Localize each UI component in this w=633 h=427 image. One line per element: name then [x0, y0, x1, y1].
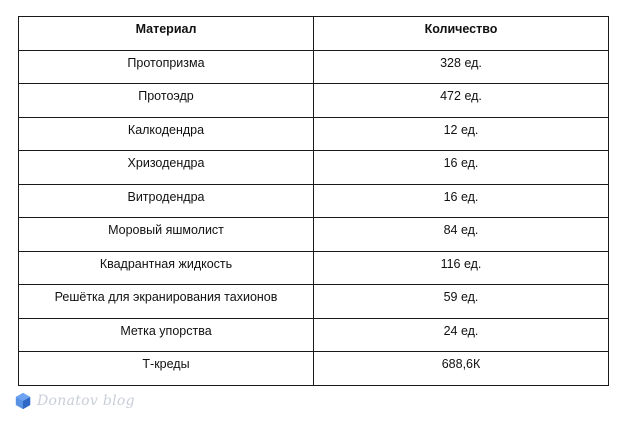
quantity-cell: 16 ед. — [314, 151, 609, 185]
table-row — [19, 84, 609, 118]
table-row — [19, 285, 609, 319]
quantity-cell: 12 ед. — [314, 117, 609, 151]
watermark-text: Donatov blog — [37, 393, 135, 409]
header-quantity: Количество — [314, 17, 609, 51]
quantity-cell: 116 ед. — [314, 251, 609, 285]
material-cell: Калкодендра — [19, 117, 314, 151]
material-cell: Моровый яшмолист — [19, 218, 314, 252]
material-cell: Протопризма — [19, 50, 314, 84]
quantity-cell: 328 ед. — [314, 50, 609, 84]
quantity-cell: 59 ед. — [314, 285, 609, 319]
table-row — [19, 117, 609, 151]
table-row — [19, 151, 609, 185]
quantity-cell: 688,6К — [314, 352, 609, 386]
material-cell: Решётка для экранирования тахионов — [19, 285, 314, 319]
quantity-cell: 24 ед. — [314, 318, 609, 352]
watermark — [14, 390, 135, 412]
material-cell: Квадрантная жидкость — [19, 251, 314, 285]
table-row — [19, 218, 609, 252]
table-row — [19, 318, 609, 352]
quantity-cell: 472 ед. — [314, 84, 609, 118]
header-material: Материал — [19, 17, 314, 51]
donatov-logo-icon — [14, 392, 32, 410]
material-cell: Т-креды — [19, 352, 314, 386]
table-row — [19, 251, 609, 285]
material-cell: Протоэдр — [19, 84, 314, 118]
material-cell: Метка упорства — [19, 318, 314, 352]
table-row — [19, 184, 609, 218]
quantity-cell: 16 ед. — [314, 184, 609, 218]
material-cell: Хризодендра — [19, 151, 314, 185]
material-cell: Витродендра — [19, 184, 314, 218]
table-header-row — [19, 17, 609, 51]
materials-table — [18, 16, 609, 386]
table-row — [19, 50, 609, 84]
quantity-cell: 84 ед. — [314, 218, 609, 252]
table-row — [19, 352, 609, 386]
